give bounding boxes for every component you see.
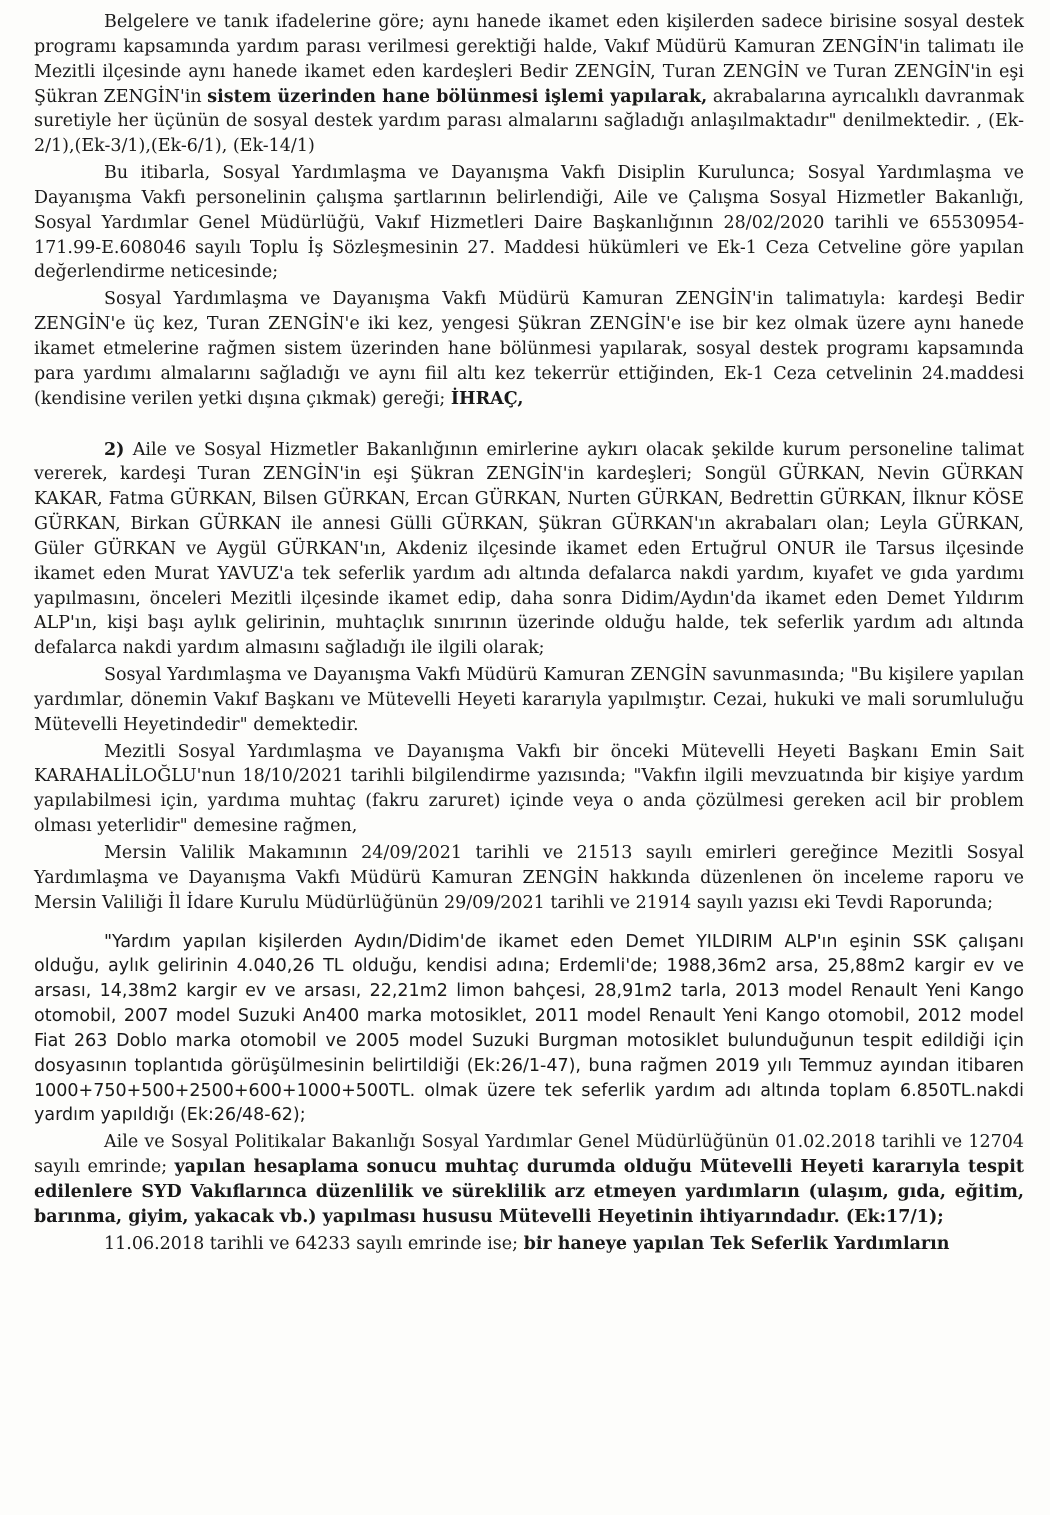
bold-text-run: 2) [104,439,125,460]
paragraph-4-item-2 [34,438,1024,662]
text-run: Mezitli Sosyal Yardımlaşma ve Dayanışma Vakfı bir önceki Mütevelli Heyeti Başkanı Emin Sait KARAHALİLOĞLU'nun 18/10/2021 tarihli bilgilendirme yazısında; "Vakfın ilgili mevzuatında bir kişiye yardım yapılabilmesi için, yardıma muhtaç (fakru zaruret) içinde veya o anda çözülmesi gereken acil bir problem olması yeterlidir" demesine rağmen, [34,741,1024,837]
text-run: "Yardım yapılan kişilerden Aydın/Didim'de ikamet eden Demet YILDIRIM ALP'ın eşinin SSK çalışanı olduğu, aylık gelirinin 4.040,26 TL olduğu, kendisi adına; Erdemli'de; 1988,36m2 arsa, 25,88m2 kargir ev ve arsası, 14,38m2 kargir ev ve arsası, 22,21m2 limon bahçesi, 28,91m2 tarla, 2013 model Renault Yeni Kango otomobil, 2007 model Suzuki An400 marka motosiklet, 2011 model Renault Yeni Kango otomobil, 2012 model Fiat 263 Doblo marka otomobil ve 2005 model Suzuki Burgman motosiklet bulunduğunun tespit edildiği için dosyasının toplantıda görüşülmesinin belirtildiği (Ek:26/1-47), buna rağmen 2019 yılı Temmuz ayından itibaren 1000+750+500+2500+600+1000+500TL. olmak üzere tek seferlik yardım adı altında toplam 6.850TL.nakdi yardım yapıldığı (Ek:26/48-62); [34,931,1024,1126]
text-run: Sosyal Yardımlaşma ve Dayanışma Vakfı Müdürü Kamuran ZENGİN'in talimatıyla: kardeşi Bedir ZENGİN'e üç kez, Turan ZENGİN'e iki kez, yengesi Şükran ZENGİN'e ise bir kez olmak üzere aynı hanede ikamet etmelerine rağmen sistem üzerinden hane bölünmesi yapılarak, sosyal destek programı kapsamında para yardımı almalarını sağladığı ve aynı fiil altı kez tekerrür ettiğinden, Ek-1 Ceza cetvelinin 24.maddesi (kendisine verilen yetki dışına çıkmak) gereği; [34,289,1024,409]
text-run: Belgelere ve tanık ifadelerine göre; aynı hanede ikamet eden kişilerden sadece birisine sosyal destek programı kapsamında yardım parası verilmesi gerektiği halde, Vakıf Müdürü Kamuran ZENGİN'in talimatı ile Mezitli ilçesinde aynı hanede ikamet eden kardeşleri Bedir ZENGİN, Turan ZENGİN ve Turan ZENGİN'in eşi Şükran ZENGİN'in [34,12,1024,107]
bold-text-run: İHRAÇ, [450,388,524,409]
text-run: 11.06.2018 tarihli ve 64233 sayılı emrinde ise; [104,1233,524,1254]
paragraph-2 [34,161,1024,285]
bold-text-run: sistem üzerinden hane bölünmesi işlemi yapılarak, [207,86,708,107]
bold-text-run: yapılan hesaplama sonucu muhtaç durumda olduğu Mütevelli Heyeti kararıyla tespit edilenlere SYD Vakıflarınca düzenlilik ve süreklilik arz etmeyen yardımların (ulaşım, gıda, eğitim, barınma, giyim, yakacak vb.) yapılması hususu Mütevelli Heyetinin ihtiyarındadır. (Ek:17/1); [34,1157,1024,1227]
text-run: Bu itibarla, Sosyal Yardımlaşma ve Dayanışma Vakfı Disiplin Kurulunca; Sosyal Yardımlaşma ve Dayanışma Vakfı personelinin çalışma şartlarının belirlendiği, Aile ve Çalışma Sosyal Hizmetler Bakanlığı, Sosyal Yardımlar Genel Müdürlüğü, Vakıf Hizmetleri Daire Başkanlığının 28/02/2020 tarihli ve 65530954-171.99-E.608046 sayılı Toplu İş Sözleşmesinin 27. Maddesi hükümleri ve Ek-1 Ceza Cetveline göre yapılan değerlendirme neticesinde; [34,163,1024,283]
text-run: Mersin Valilik Makamının 24/09/2021 tarihli ve 21513 sayılı emirleri gereğince Mezitli Sosyal Yardımlaşma ve Dayanışma Vakfı Müdürü Kamuran ZENGİN hakkında düzenlenen ön inceleme raporu ve Mersin Valiliği İl İdare Kurulu Müdürlüğünün 29/09/2021 tarihli ve 21914 sayılı yazısı eki Tevdi Raporunda; [34,843,1024,913]
document-body [34,10,1024,1259]
paragraph-1 [34,10,1024,159]
paragraph-6 [34,740,1024,839]
paragraph-5 [34,663,1024,738]
paragraph-3 [34,287,1024,411]
paragraph-10 [34,1232,1024,1257]
paragraph-7 [34,841,1024,916]
text-run: Aile ve Sosyal Politikalar Bakanlığı Sosyal Yardımlar Genel Müdürlüğünün 01.02.2018 tarihli ve 12704 sayılı emrinde; [34,1132,1024,1178]
text-run: Aile ve Sosyal Hizmetler Bakanlığının emirlerine aykırı olacak şekilde kurum personeline talimat vererek, kardeşi Turan ZENGİN'in eşi Şükran ZENGİN'in kardeşleri; Songül GÜRKAN, Nevin GÜRKAN KAKAR, Fatma GÜRKAN, Bilsen GÜRKAN, Ercan GÜRKAN, Nurten GÜRKAN, Bedrettin GÜRKAN, İlknur KÖSE GÜRKAN, Birkan GÜRKAN ile annesi Gülli GÜRKAN, Şükran GÜRKAN'ın akrabaları olan; Leyla GÜRKAN, Güler GÜRKAN ve Aygül GÜRKAN'ın, Akdeniz ilçesinde ikamet eden Ertuğrul ONUR ile Tarsus ilçesinde ikamet eden Murat YAVUZ'a tek seferlik yardım adı altında defalarca nakdi yardım, kıyafet ve gıda yardımı yapılmasını, önceleri Mezitli ilçesinde ikamet edip, daha sonra Didim/Aydın'da ikamet eden Demet Yıldırım ALP'ın, kişi başı aylık gelirinin, muhtaçlık sınırının üzerinde olduğu halde, tek seferlik yardım adı altında defalarca nakdi yardım almasını sağladığı ile ilgili olarak; [34,439,1024,659]
bold-text-run: bir haneye yapılan Tek Seferlik Yardımların [523,1233,950,1254]
paragraph-9 [34,1130,1024,1229]
paragraph-8-quote [34,930,1024,1129]
text-run: Sosyal Yardımlaşma ve Dayanışma Vakfı Müdürü Kamuran ZENGİN savunmasında; "Bu kişilere yapılan yardımlar, dönemin Vakıf Başkanı ve Mütevelli Heyeti kararıyla yapılmıştır. Cezai, hukuki ve mali sorumluluğu Mütevelli Heyetindedir" demektedir. [34,665,1024,735]
text-run: akrabalarına ayrıcalıklı davranmak suretiyle her üçünün de sosyal destek yardım parası almalarını sağladığı anlaşılmaktadır" denilmektedir. , (Ek-2/1),(Ek-3/1),(Ek-6/1), (Ek-14/1) [34,86,1024,157]
